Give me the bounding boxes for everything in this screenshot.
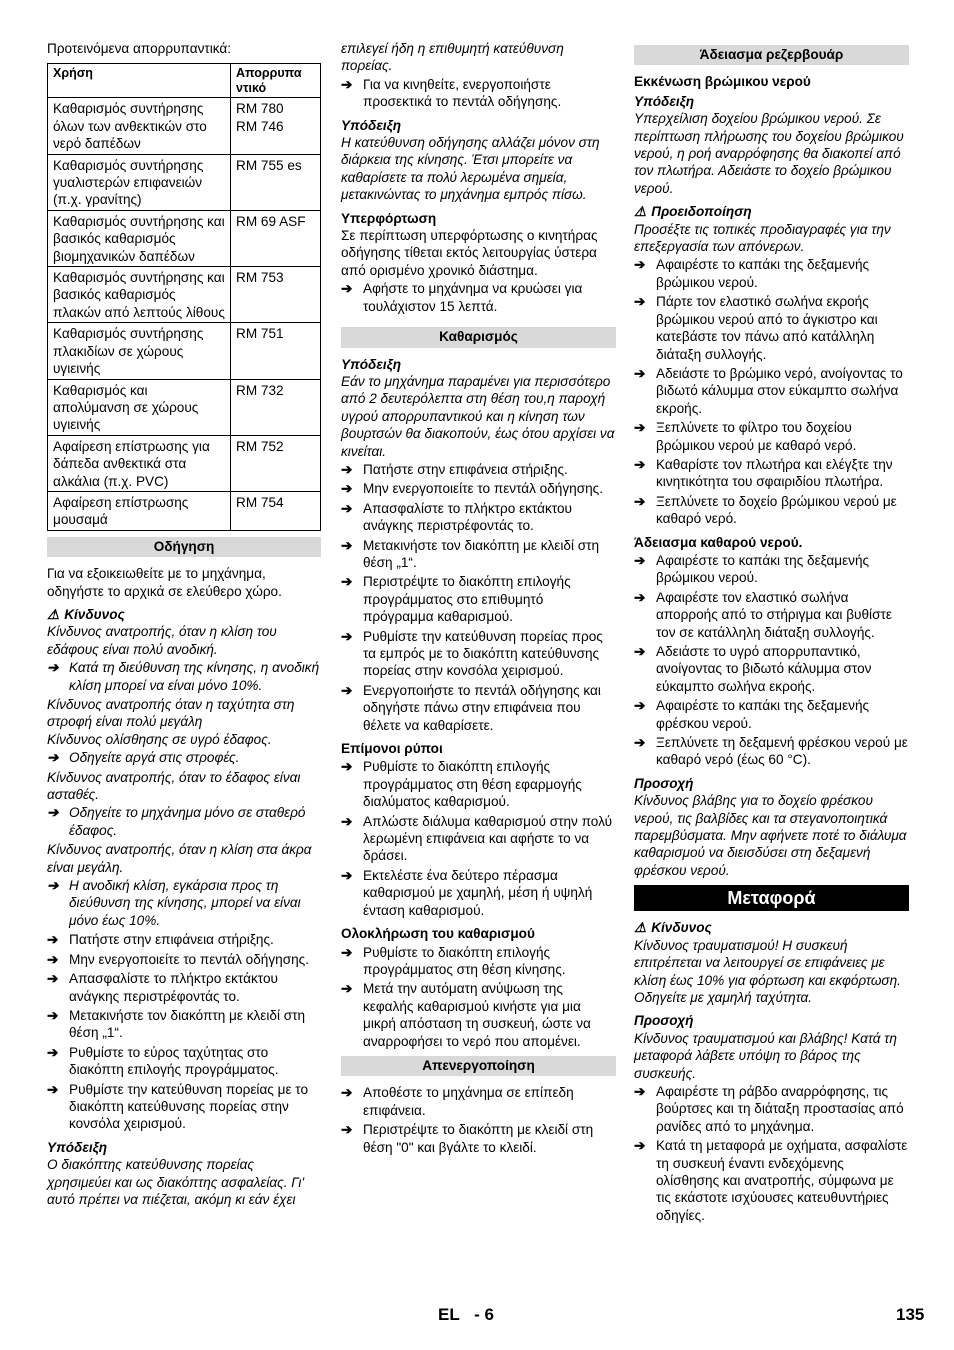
arrow-icon: ➔ (47, 951, 59, 967)
list-item: ➔ Ξεπλύνετε το δοχείο βρώμικου νερού με καθαρό νερό. (634, 493, 897, 527)
note-text: Υπερχείλιση δοχείου βρώμικου νερού. Σε περίπτωση πλήρωσης του δοχείου βρώμικου νερού, η ροή αναρρόφησης θα διακοπεί από τον πλωτήρα. Αδειάστε το δοχείο βρώμικου νερού. (634, 111, 904, 196)
list-item: ➔ Ρυθμίστε το εύρος ταχύτητας στο διακόπτη επιλογής προγράμματος. (47, 1044, 279, 1078)
stubborn-heading: Επίμονοι ρύποι (341, 741, 443, 757)
list-item: ➔ Αφαιρέστε το καπάκι της δεξαμενής βρώμικου νερού. (634, 257, 870, 290)
danger-text: Κίνδυνος ολίσθησης σε υγρό έδαφος. (47, 731, 272, 747)
danger-text: Κίνδυνος ανατροπής, όταν το έδαφος είναι ασταθές. (47, 769, 301, 803)
arrow-icon: ➔ (341, 759, 353, 775)
warning-label: Προειδοποίηση (651, 204, 752, 220)
danger-label: Κίνδυνος (64, 606, 125, 622)
arrow-icon: ➔ (47, 1007, 59, 1023)
list-item: ➔ Αφαιρέστε το καπάκι της δεξαμενής φρέσκου νερού. (634, 698, 870, 731)
list-item: ➔ Απασφαλίστε το πλήκτρο εκτάκτου ανάγκης περιστρέφοντάς το. (341, 500, 572, 534)
list-item: ➔ Περιστρέψτε το διακόπτη με κλειδί στη θέση "0" και βγάλτε το κλειδί. (341, 1122, 594, 1155)
arrow-icon: ➔ (634, 420, 646, 436)
list-item: ➔ Αφήστε το μηχάνημα να κρυώσει για τουλάχιστον 15 λεπτά. (341, 281, 583, 314)
arrow-icon: ➔ (634, 735, 646, 751)
header-usage: Χρήση (48, 64, 231, 98)
table-cell-usage: Καθαρισμός συντήρησης γυαλιστερών επιφανειών (π.χ. γρανίτης) (48, 154, 231, 210)
list-item: ➔ Η ανοδική κλίση, εγκάρσια προς τη διεύθυνση της κίνησης, μπορεί να είναι μόνο έως 10%. (47, 878, 301, 928)
list-item: ➔ Οδηγείτε το μηχάνημα μόνο σε σταθερό έδαφος. (47, 805, 306, 838)
section-shutdown: Απενεργοποίηση (341, 1056, 616, 1076)
danger-text: Κίνδυνος τραυματισμού! Η συσκευή επιτρέπεται να λειτουργεί σε επιφάνειες με κλίση έως 10% για φόρτωση και εκφόρτωση. Οδηγείτε με χαμηλή ταχύτητα. (634, 937, 901, 1005)
caution-label: Προσοχή (634, 1013, 694, 1029)
note-text: Η κατεύθυνση οδήγησης αλλάζει μόνον στη διάρκεια της κίνησης. Έτσι μπορείτε να καθαρίσετε τα πολύ λερωμένα σημεία, μετακινώντας το μηχάνημα εμπρός πίσω. (341, 135, 600, 203)
list-item: ➔ Περιστρέψτε το διακόπτη επιλογής προγράμματος στο επιθυμητό πρόγραμμα καθαρισμού. (341, 574, 571, 625)
table-cell-usage: Καθαρισμός συντήρησης και βασικός καθαρισμός πλακών από λεπτούς λίθους (48, 267, 231, 323)
note-label: Υπόδειξη (341, 356, 402, 372)
table-cell-usage: Καθαρισμός συντήρησης και βασικός καθαρισμός βιομηχανικών δαπέδων (48, 210, 231, 266)
page-number: 135 (896, 1305, 925, 1324)
column-3 (634, 40, 909, 1226)
list-item: ➔ Καθαρίστε τον πλωτήρα και ελέγξτε την κινητικότητα του σφαιριδίου πλωτήρα. (634, 456, 893, 490)
arrow-icon: ➔ (47, 1044, 59, 1060)
note-text: Ο διακόπτης κατεύθυνσης πορείας χρησιμεύει και ως διακόπτης ασφαλείας. Γι' αυτό πρέπει να πιέζεται, ακόμη κι εάν έχει (47, 1157, 305, 1207)
table-cell-detergent: RM 752 (231, 435, 321, 491)
table-row (48, 379, 321, 435)
arrow-icon: ➔ (47, 878, 59, 894)
table-cell-usage: Καθαρισμός συντήρησης όλων των ανθεκτικών στο νερό δαπέδων (48, 98, 231, 154)
detergent-table (47, 63, 321, 530)
table-row (48, 98, 321, 154)
arrow-icon: ➔ (634, 257, 646, 273)
caution-text: Κίνδυνος τραυματισμού και βλάβης! Κατά τη μεταφορά λάβετε υπόψη το βάρος της συσκευής. (634, 1030, 897, 1081)
table-cell-detergent: RM 753 (231, 267, 321, 323)
arrow-icon: ➔ (341, 682, 353, 698)
list-item: ➔ Εκτελέστε ένα δεύτερο πέρασμα καθαρισμού με χαμηλή, μέση ή υψηλή ένταση καθαρισμού. (341, 867, 593, 918)
table-cell-detergent: RM 754 (231, 491, 321, 530)
list-item: ➔ Κατά τη μεταφορά με οχήματα, ασφαλίστε τη συσκευή έναντι ενδεχόμενης ολίσθησης και ανατροπής, σύμφωνα με τις εκάστοτε ισχύουσες κατευθυντήριες οδηγίες. (634, 1138, 908, 1223)
arrow-icon: ➔ (634, 1083, 646, 1099)
arrow-icon: ➔ (341, 1085, 353, 1101)
arrow-icon: ➔ (47, 750, 59, 766)
danger-text: Κίνδυνος ανατροπής, όταν η κλίση στα άκρα είναι μεγάλη. (47, 842, 312, 875)
arrow-icon: ➔ (47, 660, 59, 676)
arrow-icon: ➔ (634, 456, 646, 472)
arrow-icon: ➔ (634, 294, 646, 310)
arrow-icon: ➔ (634, 1138, 646, 1154)
arrow-icon: ➔ (341, 1122, 353, 1138)
list-item: ➔ Πατήστε στην επιφάνεια στήριξης. (47, 932, 274, 948)
list-item: ➔ Μετακινήστε τον διακόπτη με κλειδί στη θέση „1“. (47, 1007, 306, 1041)
table-cell-usage: Αφαίρεση επίστρωσης για δάπεδα ανθεκτικά στα αλκάλια (π.χ. PVC) (48, 435, 231, 491)
header-detergent: Απορρυπα ντικό (231, 64, 321, 98)
arrow-icon: ➔ (341, 76, 353, 92)
language-code: EL (438, 1305, 460, 1324)
arrow-icon: ➔ (341, 537, 353, 553)
arrow-icon: ➔ (634, 493, 646, 509)
arrow-icon: ➔ (341, 944, 353, 960)
table-row (48, 267, 321, 323)
table-cell-detergent: RM 780 RM 746 (231, 98, 321, 154)
local-page-number: - 6 (474, 1305, 494, 1324)
danger-text: Κίνδυνος ανατροπής όταν η ταχύτητα στη στροφή είναι πολύ μεγάλη (47, 697, 295, 730)
column-1 (47, 40, 321, 1208)
note-text: Εάν το μηχάνημα παραμένει για περισσότερο από 2 δευτερόλεπτα στη θέση του,η παροχή υγρού απορρυπαντικού και η κίνηση των βουρτσών θα διακοπούν, έως ότου αρχίσει να κινείται. (341, 373, 615, 459)
table-cell-detergent: RM 755 es (231, 154, 321, 210)
arrow-icon: ➔ (341, 500, 353, 516)
overload-heading: Υπερφόρτωση (341, 210, 437, 226)
list-item: ➔ Αδειάστε το υγρό απορρυπαντικό, ανοίγοντας το βιδωτό κάλυμμα στον εύκαμπτο σωλήνα εκροής. (634, 644, 872, 694)
section-empty-tanks: Άδειασμα ρεζερβουάρ (634, 45, 909, 65)
list-item: ➔ Απασφαλίστε το πλήκτρο εκτάκτου ανάγκης περιστρέφοντάς το. (47, 971, 278, 1004)
arrow-icon: ➔ (634, 589, 646, 605)
list-item: ➔ Ενεργοποιήστε το πεντάλ οδήγησης και οδηγήστε πάνω στην επιφάνεια που θέλετε να καθαρίσετε. (341, 682, 601, 733)
warning-triangle-icon: ⚠ (47, 606, 60, 622)
list-item: ➔ Ρυθμίστε την κατεύθυνση πορείας προς τα εμπρός με το διακόπτη κατεύθυνσης πορείας στην κονσόλα χειρισμού. (341, 628, 603, 679)
column-2 (341, 40, 616, 1158)
driving-intro: Για να εξοικειωθείτε με το μηχάνημα, οδηγήστε το αρχικά σε ελεύθερο χώρο. (47, 566, 282, 599)
danger-label: Κίνδυνος (651, 920, 712, 936)
arrow-icon: ➔ (341, 461, 353, 477)
note-label: Υπόδειξη (341, 117, 402, 133)
arrow-icon: ➔ (47, 1081, 59, 1097)
note-label: Υπόδειξη (634, 93, 695, 109)
warning-triangle-icon: ⚠ (634, 204, 647, 220)
caution-label: Προσοχή (634, 775, 694, 791)
caution-text: Κίνδυνος βλάβης για το δοχείο φρέσκου νερού, τις βαλβίδες και τα στεγανοποιητικά παρεμβύσματα. Μην αφήνετε ποτέ το διάλυμα καθαρισμού να διεισδύσει στη δεξαμενή φρέσκου νερού. (634, 793, 907, 878)
list-item: ➔ Αδειάστε το βρώμικο νερό, ανοίγοντας το βιδωτό κάλυμμα στον εύκαμπτο σωλήνα εκροής. (634, 365, 903, 416)
dirty-water-heading: Εκκένωση βρώμικου νερού (634, 74, 811, 90)
list-item: ➔ Μην ενεργοποιείτε το πεντάλ οδήγησης. (47, 951, 310, 967)
section-transport: Μεταφορά (634, 885, 909, 911)
list-item: ➔ Οδηγείτε αργά στις στροφές. (47, 750, 240, 766)
list-item: ➔ Πάρτε τον ελαστικό σωλήνα εκροής βρώμικου νερού από το άγκιστρο και κατεβάστε τον πάνω από κατάλληλη διάταξη συλλογής. (634, 294, 878, 362)
list-item: ➔ Αφαιρέστε τη ράβδο αναρρόφησης, τις βούρτσες και τη διάταξη προστασίας από ρανίδες από το μηχάνημα. (634, 1083, 904, 1134)
list-item: ➔ Ρυθμίστε το διακόπτη επιλογής προγράμματος στη θέση εφαρμογής διαλύματος καθαρισμού. (341, 759, 582, 810)
arrow-icon: ➔ (47, 932, 59, 948)
table-cell-detergent: RM 69 ASF (231, 210, 321, 266)
list-item: ➔ Αφαιρέστε τον ελαστικό σωλήνα απορροής από το στήριγμα και βυθίστε τον σε κατάλληλη διάταξη συλλογής. (634, 589, 892, 640)
arrow-icon: ➔ (634, 552, 646, 568)
table-row (48, 491, 321, 530)
arrow-icon: ➔ (634, 698, 646, 714)
arrow-icon: ➔ (47, 805, 59, 821)
list-item: ➔ Αφαιρέστε το καπάκι της δεξαμενής βρώμικου νερού. (634, 552, 870, 586)
table-header-row (48, 64, 321, 98)
arrow-icon: ➔ (341, 628, 353, 644)
warning-text: Προσέξτε τις τοπικές προδιαγραφές για την επεξεργασία των απόνερων. (634, 221, 891, 255)
table-row (48, 210, 321, 266)
list-item: ➔ Για να κινηθείτε, ενεργοποιήστε προσεκτικά το πεντάλ οδήγησης. (341, 76, 562, 110)
list-item: ➔ Ρυθμίστε το διακόπτη επιλογής προγράμματος στη θέση κίνησης. (341, 944, 566, 977)
arrow-icon: ➔ (634, 365, 646, 381)
arrow-icon: ➔ (341, 481, 353, 497)
table-row (48, 323, 321, 379)
list-item: ➔ Ρυθμίστε την κατεύθυνση πορείας με το διακόπτη κατεύθυνσης πορείας στην κονσόλα χειρισμού. (47, 1081, 309, 1132)
arrow-icon: ➔ (341, 281, 353, 297)
table-row (48, 435, 321, 491)
overload-text: Σε περίπτωση υπερφόρτωσης ο κινητήρας οδήγησης τίθεται εκτός λειτουργίας ύστερα από ορισμένο χρονικό διάστημα. (341, 228, 598, 278)
arrow-icon: ➔ (341, 981, 353, 997)
list-item: ➔ Απλώστε διάλυμα καθαρισμού στην πολύ λερωμένη επιφάνεια και αφήστε το να δράσει. (341, 813, 613, 864)
table-row (48, 154, 321, 210)
finish-heading: Ολοκλήρωση του καθαρισμού (341, 926, 535, 942)
note-label: Υπόδειξη (47, 1139, 108, 1155)
list-item: ➔ Μετακινήστε τον διακόπτη με κλειδί στη θέση „1“. (341, 537, 600, 570)
table-cell-usage: Αφαίρεση επίστρωσης μουσαμά (48, 491, 231, 530)
list-item: ➔ Μην ενεργοποιείτε το πεντάλ οδήγησης. (341, 481, 604, 497)
list-item: ➔ Μετά την αυτόματη ανύψωση της κεφαλής καθαρισμού κινήστε για μια μικρή απόσταση τη συσκευή, ώστε να αναρροφήσει το νερό που απομένει. (341, 981, 591, 1049)
note-text-continued: επιλεγεί ήδη η επιθυμητή κατεύθυνση πορείας. (341, 41, 564, 74)
arrow-icon: ➔ (341, 813, 353, 829)
list-item: ➔ Ξεπλύνετε τη δεξαμενή φρέσκου νερού με καθαρό νερό (έως 60 °C). (634, 735, 908, 768)
table-cell-detergent: RM 751 (231, 323, 321, 379)
footer-language (438, 1306, 494, 1323)
warning-triangle-icon: ⚠ (634, 920, 647, 936)
table-cell-usage: Καθαρισμός συντήρησης πλακιδίων σε χώρους υγιεινής (48, 323, 231, 379)
table-cell-usage: Καθαρισμός και απολύμανση σε χώρους υγιεινής (48, 379, 231, 435)
arrow-icon: ➔ (634, 644, 646, 659)
list-item: ➔ Πατήστε στην επιφάνεια στήριξης. (341, 461, 568, 477)
arrow-icon: ➔ (341, 867, 353, 883)
list-item: ➔ Αποθέστε το μηχάνημα σε επίπεδη επιφάνεια. (341, 1085, 574, 1118)
table-cell-detergent: RM 732 (231, 379, 321, 435)
section-cleaning: Καθαρισμός (341, 327, 616, 347)
list-item: ➔ Κατά τη διεύθυνση της κίνησης, η ανοδική κλίση μπορεί να είναι μόνο 10%. (47, 660, 320, 693)
list-item: ➔ Ξεπλύνετε το φίλτρο του δοχείου βρώμικου νερού με καθαρό νερό. (634, 420, 857, 453)
section-driving: Οδήγηση (47, 537, 321, 557)
clean-water-heading: Άδειασμα καθαρού νερού. (634, 534, 803, 550)
arrow-icon: ➔ (341, 574, 353, 590)
arrow-icon: ➔ (47, 971, 59, 987)
intro-text: Προτεινόμενα απορρυπαντικά: (47, 41, 232, 56)
danger-text: Κίνδυνος ανατροπής, όταν η κλίση του εδάφους είναι πολύ ανοδική. (47, 624, 277, 657)
